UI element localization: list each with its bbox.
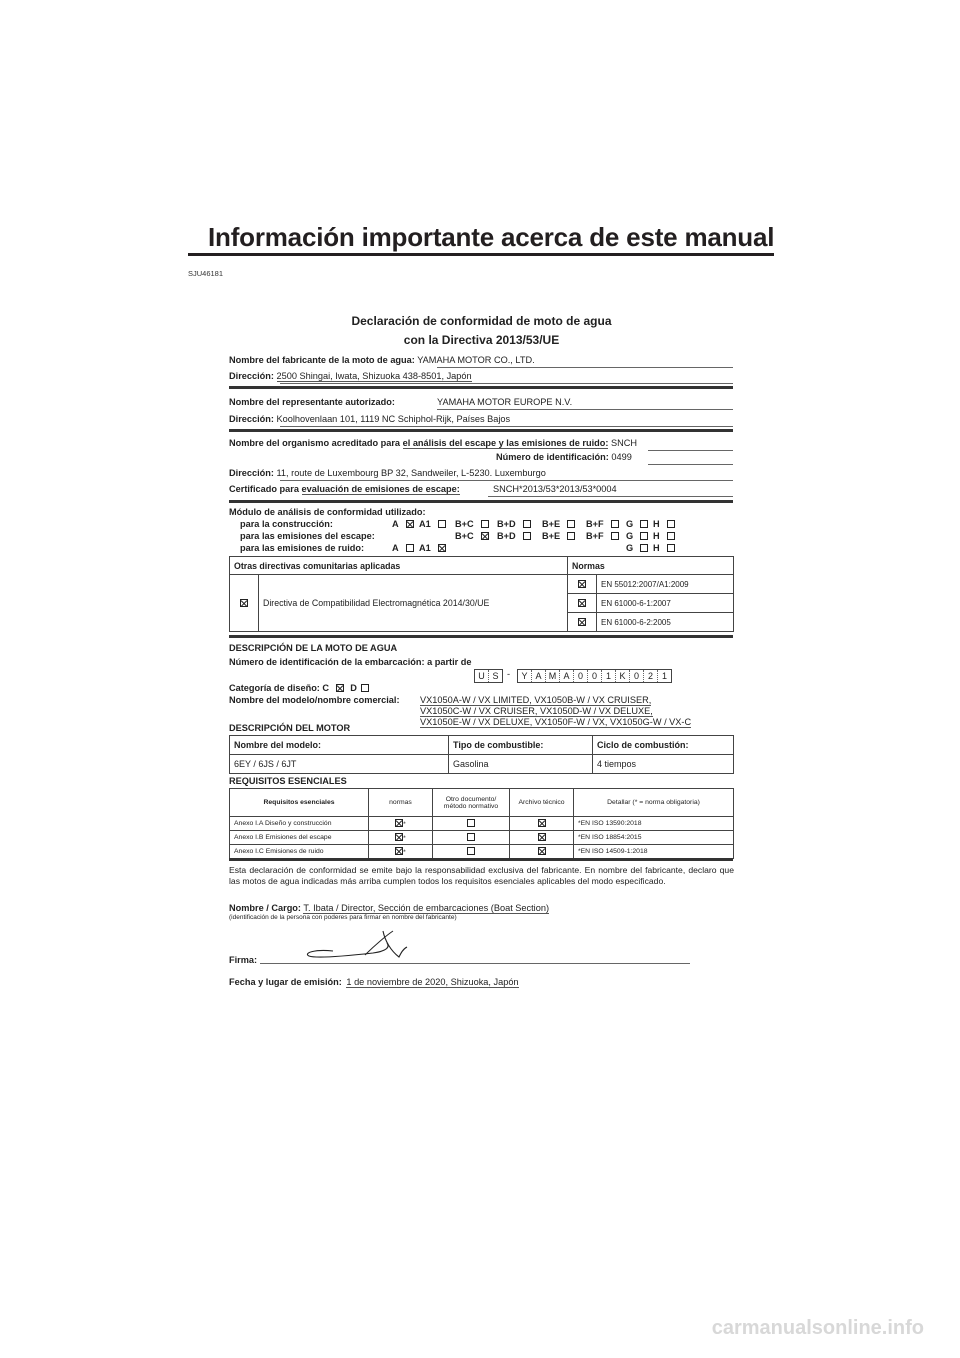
title-rule (188, 253, 774, 256)
id-char: 0 (588, 670, 602, 682)
checkbox-checked (578, 618, 586, 626)
checkbox-checked (578, 580, 586, 588)
table-row: Anexo I.A Diseño y construcción * *EN ISO 13590:2018 (230, 817, 734, 831)
requirements-table (229, 788, 734, 859)
req-detail: *EN ISO 14509-1:2018 (574, 845, 734, 859)
req-name: Anexo I.A Diseño y construcción (230, 817, 369, 831)
engine-model: 6EY / 6JS / 6JT (230, 755, 449, 774)
checkbox-checked (538, 819, 546, 827)
checkbox-empty (567, 520, 575, 528)
signatory-value: T. Ibata / Director, Sección de embarcaciones (Boat Section) (303, 903, 550, 913)
representative-address-underline (280, 426, 733, 427)
representative-underline (437, 409, 733, 410)
modules-exhaust-label: para las emisiones del escape: (240, 531, 375, 541)
module-noise-a1: A1 (419, 543, 446, 553)
notified-id-value: 0499 (611, 452, 632, 462)
engine-header-fuel: Tipo de combustible: (449, 736, 593, 755)
notified-address-row (229, 468, 546, 478)
requirements-section-title: REQUISITOS ESENCIALES (229, 776, 347, 786)
req-header-name: Requisitos esenciales (230, 789, 369, 817)
separator (229, 858, 733, 861)
norm-item: EN 55012:2007/A1:2009 (597, 575, 734, 594)
id-char: 0 (574, 670, 588, 682)
certificate-row (229, 484, 460, 494)
notified-body-value: SNCH (610, 438, 638, 448)
checkbox-checked (395, 819, 403, 827)
engine-section-title: DESCRIPCIÓN DEL MOTOR (229, 723, 351, 733)
req-header-file: Archivo técnico (510, 789, 574, 817)
manufacturer-address-row (229, 371, 472, 381)
representative-address: Koolhovenlaan 101, 1119 NC Schiphol-Rijk, Países Bajos (276, 414, 511, 424)
notified-address: 11, route de Luxembourg BP 32, Sandweiler, L-5230. Luxemburgo (276, 468, 546, 478)
checkbox-checked (538, 833, 546, 841)
module-noise-a: A (392, 543, 414, 553)
checkbox-empty (467, 819, 475, 827)
certificate-underline (488, 496, 733, 497)
notified-id-row (496, 452, 632, 462)
engine-header-cycle: Ciclo de combustión: (593, 736, 734, 755)
id-char: 1 (661, 671, 667, 681)
id-char: K (616, 670, 630, 682)
representative-label: Nombre del representante autorizado: (229, 397, 395, 407)
module-exhaust-bc: B+C (455, 531, 489, 541)
id-char: 1 (602, 670, 616, 682)
directive-name: Directiva de Compatibilidad Electromagnética 2014/30/UE (259, 575, 568, 632)
model-label: Nombre del modelo/nombre comercial: (229, 695, 400, 705)
checkbox-empty (523, 532, 531, 540)
table-row: Anexo I.B Emisiones del escape * *EN ISO 18854:2015 (230, 831, 734, 845)
signature-line (260, 963, 690, 964)
modules-construction-label: para la construcción: (240, 519, 333, 529)
engine-cycle: 4 tiempos (593, 755, 734, 774)
module-construction-bc: B+C (455, 519, 489, 529)
representative-value: YAMAHA MOTOR EUROPE N.V. (437, 397, 573, 407)
norms-header: Normas (568, 557, 734, 575)
norm-check-cell (568, 575, 597, 594)
id-char: 2 (644, 670, 658, 682)
notified-body-label-a: Nombre del organismo acreditado para (229, 438, 401, 448)
checkbox-empty (523, 520, 531, 528)
checkbox-empty (567, 532, 575, 540)
modules-noise-label: para las emisiones de ruido: (240, 543, 365, 553)
directive-check-cell (230, 575, 259, 632)
declaration-title-line2: con la Directiva 2013/53/UE (403, 333, 560, 347)
manufacturer-address-label: Dirección: (229, 371, 274, 381)
representative-address-label: Dirección: (229, 414, 274, 424)
manufacturer-value: YAMAHA MOTOR CO., LTD. (417, 355, 535, 365)
checkbox-empty (481, 520, 489, 528)
req-header-detail: Detallar (* = norma obligatoria) (574, 789, 734, 817)
certificate-label-b: evaluación de emisiones de escape: (301, 484, 460, 494)
craft-id-prefix-box (474, 669, 503, 683)
checkbox-checked (578, 599, 586, 607)
checkbox-empty (667, 520, 675, 528)
id-char: A (532, 670, 546, 682)
checkbox-empty (640, 544, 648, 552)
checkbox-checked (395, 833, 403, 841)
module-exhaust-bf: B+F (586, 531, 619, 541)
module-construction-h: H (653, 519, 675, 529)
manufacturer-underline (437, 367, 733, 368)
checkbox-checked (336, 684, 344, 692)
norm-item: EN 61000-6-1:2007 (597, 594, 734, 613)
module-construction-g: G (626, 519, 648, 529)
module-construction-bd: B+D (497, 519, 531, 529)
module-exhaust-g: G (626, 531, 648, 541)
category-row (229, 683, 369, 693)
checkbox-checked (438, 544, 446, 552)
notified-id-label: Número de identificación: (496, 452, 609, 462)
id-char: U (475, 670, 489, 682)
id-char: A (560, 670, 574, 682)
declaration-title-line1: Declaración de conformidad de moto de agua (351, 314, 612, 328)
separator (229, 500, 733, 503)
module-exhaust-bd: B+D (497, 531, 531, 541)
notified-body-label-b: el análisis del escape y las emisiones de ruido: (402, 438, 609, 448)
watermark: carmanualsonline.info (711, 1317, 924, 1339)
engine-table (229, 735, 734, 774)
model-line1: VX1050A-W / VX LIMITED, VX1050B-W / VX CRUISER, (420, 695, 652, 705)
checkbox-checked (395, 847, 403, 855)
certificate-value: SNCH*2013/53*2013/53*0004 (493, 484, 617, 494)
signatory-note: (identificación de la persona con poderes para firmar en nombre del fabricante) (229, 914, 457, 921)
signature-image (295, 925, 430, 965)
separator (229, 386, 733, 389)
checkbox-empty (667, 544, 675, 552)
module-construction-be: B+E (542, 519, 575, 529)
checkbox-empty (361, 684, 369, 692)
category-d-label: D (350, 683, 357, 693)
model-line2: VX1050C-W / VX CRUISER, VX1050D-W / VX DELUXE, (420, 706, 653, 716)
craft-section-title: DESCRIPCIÓN DE LA MOTO DE AGUA (229, 643, 398, 653)
checkbox-empty (438, 520, 446, 528)
checkbox-empty (667, 532, 675, 540)
module-noise-h: H (653, 543, 675, 553)
manufacturer-label: Nombre del fabricante de la moto de agua: (229, 355, 415, 365)
id-char: 0 (630, 670, 644, 682)
notified-body-row (229, 438, 637, 448)
req-detail: *EN ISO 18854:2015 (574, 831, 734, 845)
page-title: Información importante acerca de este manual (208, 222, 775, 252)
norm-check-cell (568, 613, 597, 632)
notified-id-underline (648, 464, 733, 465)
notified-address-label: Dirección: (229, 468, 274, 478)
module-noise-g: G (626, 543, 648, 553)
craft-id-label: Número de identificación de la embarcación: a partir de (229, 657, 472, 667)
table-row: Anexo I.C Emisiones de ruido * *EN ISO 14509-1:2018 (230, 845, 734, 859)
manufacturer-row (229, 355, 535, 365)
checkbox-empty (611, 520, 619, 528)
other-directives-table (229, 556, 734, 632)
certificate-label-a: Certificado para (229, 484, 299, 494)
engine-fuel: Gasolina (449, 755, 593, 774)
module-exhaust-be: B+E (542, 531, 575, 541)
separator (229, 635, 733, 638)
module-construction-a1: A1 (419, 519, 446, 529)
representative-address-row (229, 414, 510, 424)
manufacturer-address-underline (280, 383, 733, 384)
req-header-other: Otro documento/ método normativo (433, 789, 510, 817)
checkbox-checked (240, 599, 248, 607)
signatory-row (229, 903, 549, 913)
other-directives-header: Otras directivas comunitarias aplicadas (230, 557, 568, 575)
module-exhaust-h: H (653, 531, 675, 541)
signatory-label: Nombre / Cargo: (229, 903, 301, 913)
checkbox-checked (406, 520, 414, 528)
conformity-statement: Esta declaración de conformidad se emite bajo la responsabilidad exclusiva del fabricante. En nombre del fabricante, declaro que las motos de agua indicadas más arriba cumplen todos los requisitos esenciales aplicables del modo especificado. (229, 865, 734, 886)
id-char: M (546, 670, 560, 682)
model-line3: VX1050E-W / VX DELUXE, VX1050F-W / VX, VX1050G-W / VX-C (420, 717, 692, 727)
id-char: Y (518, 670, 532, 682)
checkbox-empty (406, 544, 414, 552)
checkbox-checked (538, 847, 546, 855)
id-char: S (492, 671, 499, 681)
notified-address-underline (280, 480, 733, 481)
notified-body-underline (648, 450, 733, 451)
norm-item: EN 61000-6-2:2005 (597, 613, 734, 632)
modules-title: Módulo de análisis de conformidad utilizado: (229, 507, 426, 517)
module-construction-a: A (392, 519, 414, 529)
module-construction-bf: B+F (586, 519, 619, 529)
section-code: SJU46181 (188, 269, 224, 278)
craft-id-dash: - (507, 669, 511, 679)
checkbox-empty (640, 520, 648, 528)
engine-header-model: Nombre del modelo: (230, 736, 449, 755)
checkbox-empty (640, 532, 648, 540)
checkbox-empty (611, 532, 619, 540)
req-name: Anexo I.C Emisiones de ruido (230, 845, 369, 859)
date-value: 1 de noviembre de 2020, Shizuoka, Japón (346, 977, 519, 987)
separator (229, 429, 733, 432)
date-row (229, 977, 519, 987)
craft-id-box (517, 669, 672, 683)
manufacturer-address: 2500 Shingai, Iwata, Shizuoka 438-8501, Japón (276, 371, 472, 381)
category-label: Categoría de diseño: C (229, 683, 330, 693)
representative-row (229, 397, 395, 407)
signature-label: Firma: (229, 955, 258, 965)
checkbox-empty (467, 847, 475, 855)
req-detail: *EN ISO 13590:2018 (574, 817, 734, 831)
req-name: Anexo I.B Emisiones del escape (230, 831, 369, 845)
norm-check-cell (568, 594, 597, 613)
req-header-norms: normas (369, 789, 433, 817)
checkbox-checked (481, 532, 489, 540)
date-label: Fecha y lugar de emisión: (229, 977, 342, 987)
checkbox-empty (467, 833, 475, 841)
